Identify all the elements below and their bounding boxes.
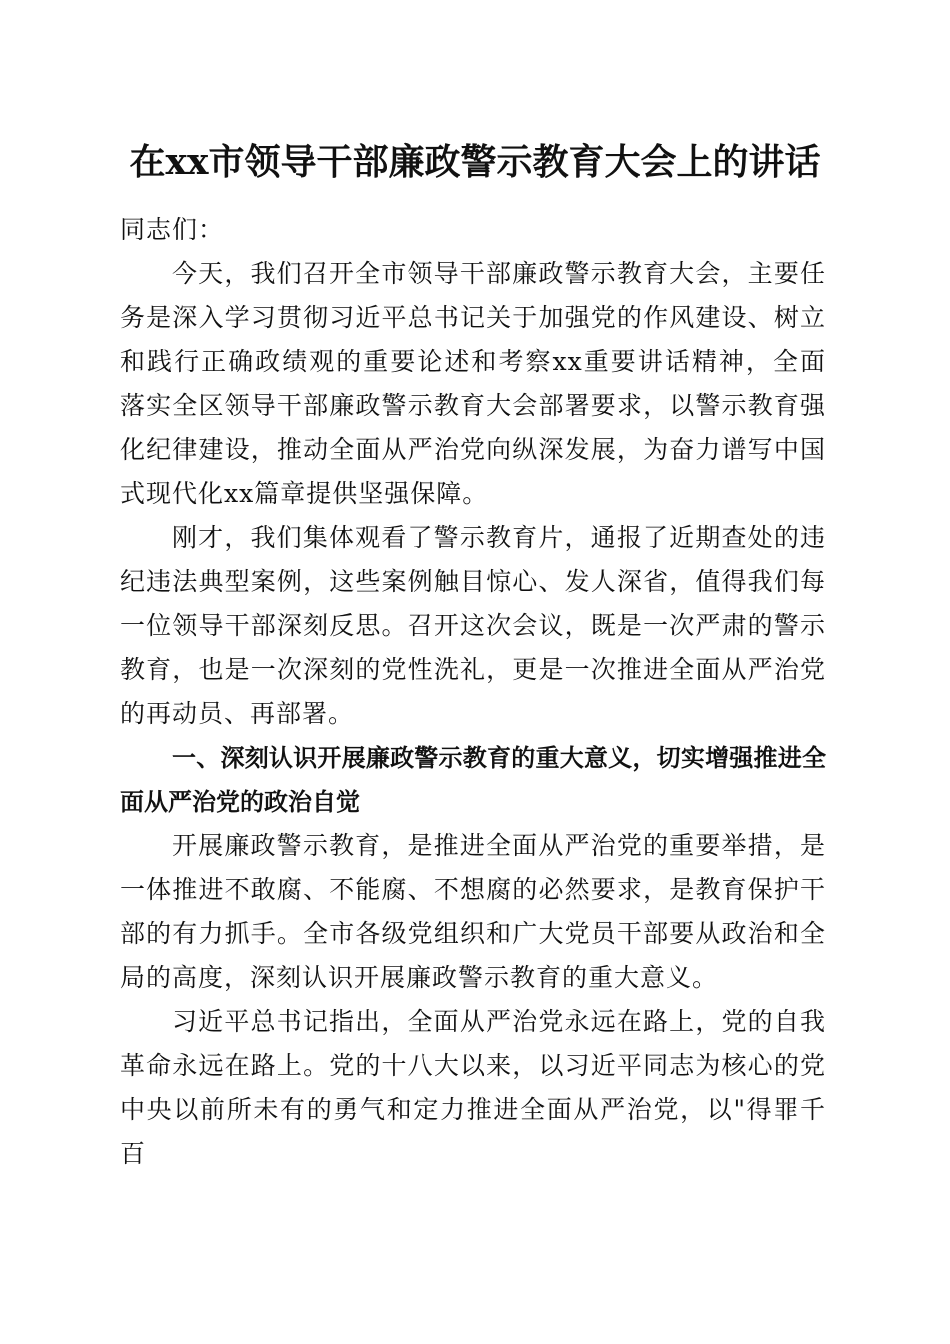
paragraph-section-1-b: 习近平总书记指出，全面从严治党永远在路上，党的自我革命永远在路上。党的十八大以来，以习近平同志为核心的党中央以前所未有的勇气和定力推进全面从严治党，以"得罪千百 [120,1007,826,1168]
section-heading-1: 一、深刻认识开展廉政警示教育的重大意义，切实增强推进全面从严治党的政治自觉 [120,744,826,816]
paragraph-section-1-a: 开展廉政警示教育，是推进全面从严治党的重要举措，是一体推进不敢腐、不能腐、不想腐的必然要求，是教育保护干部的有力抓手。全市各级党组织和广大党员干部要从政治和全局的高度，深刻认识开展廉政警示教育的重大意义。 [120,831,826,992]
salutation: 同志们： [120,215,225,244]
document-title: 在xx市领导干部廉政警示教育大会上的讲话 [129,141,821,183]
paragraph-warning-film: 刚才，我们集体观看了警示教育片，通报了近期查处的违纪违法典型案例，这些案例触目惊心、发人深省，值得我们每一位领导干部深刻反思。召开这次会议，既是一次严肃的警示教育，也是一次深刻的党性洗礼，更是一次推进全面从严治党的再动员、再部署。 [120,523,826,728]
paragraph-opening: 今天，我们召开全市领导干部廉政警示教育大会，主要任务是深入学习贯彻习近平总书记关于加强党的作风建设、树立和践行正确政绩观的重要论述和考察xx重要讲话精神，全面落实全区领导干部廉政警示教育大会部署要求，以警示教育强化纪律建设，推动全面从严治党向纵深发展，为奋力谱写中国式现代化xx篇章提供坚强保障。 [120,259,826,508]
document-body [120,208,826,1176]
